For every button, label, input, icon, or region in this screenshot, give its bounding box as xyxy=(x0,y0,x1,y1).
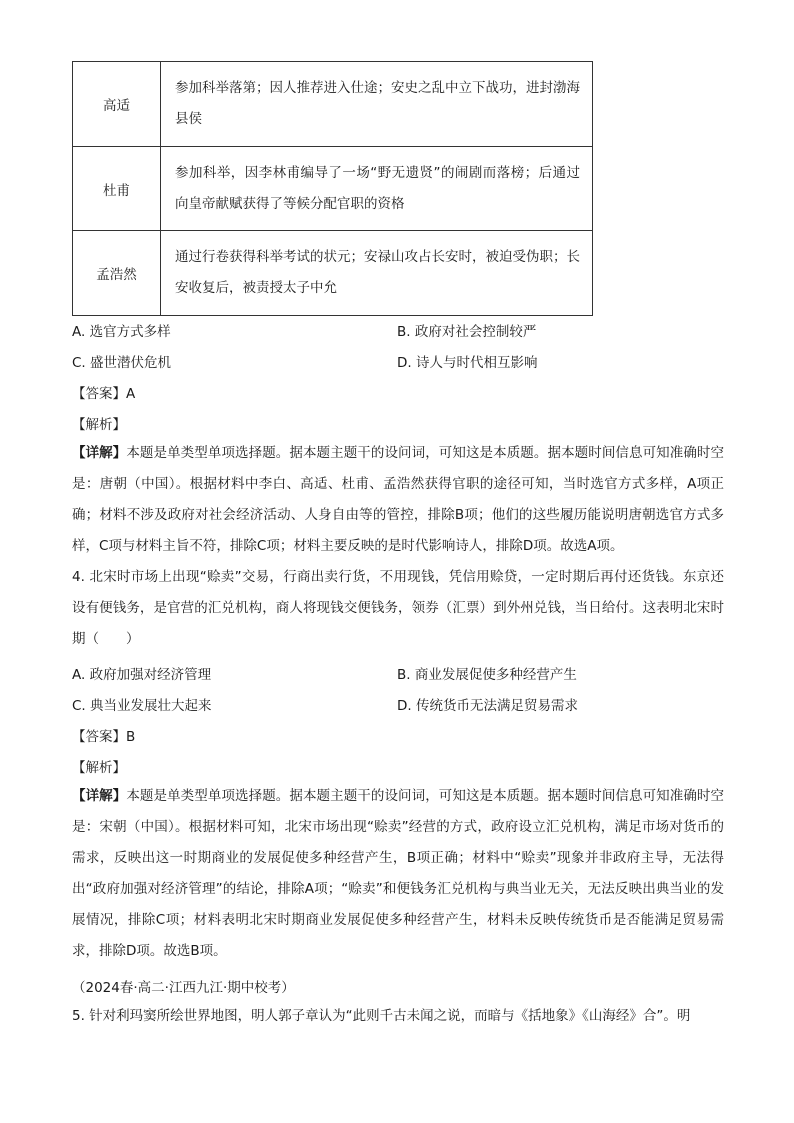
q3-detail-paragraph xyxy=(72,438,724,562)
q4-option-a: A. 政府加强对经济管理 xyxy=(72,667,212,683)
q4-detail-tag: 【详解】 xyxy=(72,788,127,804)
poet-name: 孟浩然 xyxy=(73,231,161,316)
poet-name: 杜甫 xyxy=(73,147,161,231)
q3-option-c: C. 盛世潜伏危机 xyxy=(72,355,172,371)
q4-option-b: B. 商业发展促使多种经营产生 xyxy=(397,667,577,683)
q4-detail-text: 本题是单类型单项选择题。据本题主题干的设问词，可知这是本质题。据本题时间信息可知准确时空是：宋朝（中国）。根据材料可知，北宋市场出现“赊卖”经营的方式，政府设立汇兑机构，满足市场对货币的需求，反映出这一时期商业的发展促使多种经营产生，B项正确；材料中“赊卖”现象并非政府主导，无法得出“政府加强对经济管理”的结论，排除A项；“赊卖”和便钱务汇兑机构与典当业无关，无法反映出典当业的发展情况，排除C项；材料表明北宋时期商业发展促使多种经营产生，材料未反映传统货币是否能满足贸易需求，排除D项。故选B项。 xyxy=(72,788,725,959)
q4-option-c: C. 典当业发展壮大起来 xyxy=(72,698,212,714)
q3-analysis-heading: 【解析】 xyxy=(72,417,126,433)
career-description: 通过行卷获得科举考试的状元；安禄山攻占长安时，被迫受伪职；长安收复后，被责授太子中允 xyxy=(161,231,593,316)
q4-detail-paragraph xyxy=(72,781,724,967)
table-row xyxy=(73,231,593,316)
q4-stem: 4. 北宋时市场上出现“赊卖”交易，行商出卖行货，不用现钱，凭信用赊贷，一定时期后再付还货钱。东京还设有便钱务，是官营的汇兑机构，商人将现钱交便钱务，领券（汇票）到外州兑钱，当日给付。这表明北宋时期（ ） xyxy=(72,569,724,647)
q3-detail-tag: 【详解】 xyxy=(72,445,127,461)
q5-stem: 5. 针对利玛窦所绘世界地图，明人郭子章认为“此则千古未闻之说，而暗与《括地象》《山海经》合”。明 xyxy=(72,1008,691,1024)
table-row xyxy=(73,62,593,147)
q3-option-b: B. 政府对社会控制较严 xyxy=(397,324,537,340)
q3-option-d: D. 诗人与时代相互影响 xyxy=(397,355,538,371)
q3-answer: 【答案】A xyxy=(72,386,136,402)
career-description: 参加科举，因李林甫编导了一场“野无遗贤”的闹剧而落榜；后通过向皇帝献赋获得了等候分配官职的资格 xyxy=(161,147,593,231)
question-source: （2024春·高二·江西九江·期中校考） xyxy=(72,980,295,996)
q4-analysis-heading: 【解析】 xyxy=(72,760,126,776)
q4-answer: 【答案】B xyxy=(72,729,136,745)
official-careers-table xyxy=(72,61,593,316)
career-description: 参加科举落第；因人推荐进入仕途；安史之乱中立下战功，进封渤海县侯 xyxy=(161,62,593,147)
q3-option-a: A. 选官方式多样 xyxy=(72,324,171,340)
q3-detail-text: 本题是单类型单项选择题。据本题主题干的设问词，可知这是本质题。据本题时间信息可知准确时空是：唐朝（中国）。根据材料中李白、高适、杜甫、孟浩然获得官职的途径可知，当时选官方式多样，A项正确；材料不涉及政府对社会经济活动、人身自由等的管控，排除B项；他们的这些履历能说明唐朝选官方式多样，C项与材料主旨不符，排除C项；材料主要反映的是时代影响诗人，排除D项。故选A项。 xyxy=(72,445,725,554)
poet-name: 高适 xyxy=(73,62,161,147)
q4-option-d: D. 传统货币无法满足贸易需求 xyxy=(397,698,578,714)
table-row xyxy=(73,147,593,231)
